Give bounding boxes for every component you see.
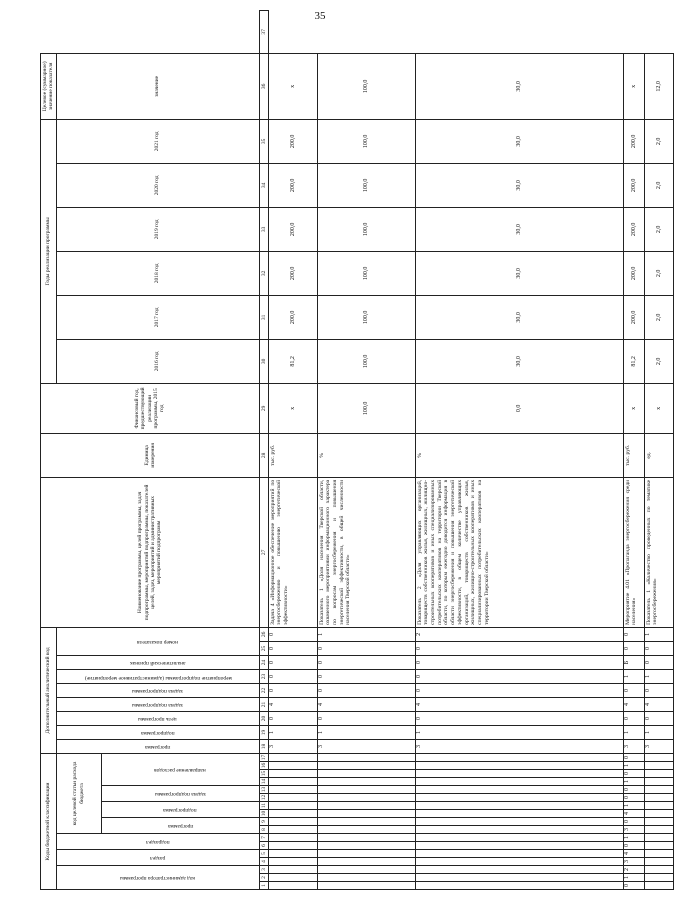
budget-code-digit: 4 xyxy=(623,850,644,858)
budget-code-digit xyxy=(317,842,415,850)
row-target-value: х xyxy=(268,53,317,119)
column-number: 1 xyxy=(259,882,268,890)
row-base-value: 100,0 xyxy=(317,383,415,433)
row-name: Показатель 1 «Доля населения Тверской области, охваченного мероприятиями информационного характера по вопросам энергосбережения и повышения энергетической эффективности, в общей численности населения Тверской области» xyxy=(317,477,415,627)
program-kbk-header: программа xyxy=(167,822,193,829)
name-column-header: Наименование программы, целей программы, задач подпрограммы, мероприятий подпрограммы, показателей целей, задач, мероприятий и административных мероприятий подпрограмм xyxy=(41,477,260,627)
budget-code-digit xyxy=(268,842,317,850)
row-year-value: 81,2 xyxy=(623,339,644,383)
budget-code-digit: 3 xyxy=(623,826,644,834)
row-year-value: 2,0 xyxy=(644,207,673,251)
event-add-header: мероприятие подпрограммы (административное мероприятие) xyxy=(84,674,232,681)
row-year-value: 200,0 xyxy=(268,119,317,163)
row-base-value: 0,0 xyxy=(415,383,623,433)
budget-code-digit xyxy=(644,850,673,858)
budget-code-digit xyxy=(415,786,623,794)
admin-code-header: код администратора программы xyxy=(120,874,196,881)
budget-code-digit xyxy=(317,834,415,842)
row-name: Мероприятие 4.01 «Пропаганда энергосбережения среди населения» xyxy=(623,477,644,627)
budget-code-digit xyxy=(317,818,415,826)
column-number: 28 xyxy=(259,433,268,477)
analytic-code-digit: 1 xyxy=(415,725,623,739)
analytic-code-digit: 0 xyxy=(644,683,673,697)
budget-code-digit xyxy=(268,786,317,794)
budget-code-digit xyxy=(268,874,317,882)
column-number: 29 xyxy=(259,383,268,433)
analytic-code-digit: 1 xyxy=(268,725,317,739)
row-year-value: 30,0 xyxy=(415,339,623,383)
budget-code-digit: 1 xyxy=(623,834,644,842)
analytic-code-digit: 1 xyxy=(623,669,644,683)
analytic-code-digit: 0 xyxy=(623,627,644,641)
column-number: 5 xyxy=(259,850,268,858)
program-table xyxy=(40,10,674,890)
budget-code-digit xyxy=(415,753,623,761)
budget-code-digit xyxy=(317,850,415,858)
row-year-value: 2,0 xyxy=(644,251,673,295)
analytic-code-digit: 0 xyxy=(268,627,317,641)
row-year-value: 100,0 xyxy=(317,339,415,383)
column-number: 8 xyxy=(259,826,268,834)
analytic-code-digit: 0 xyxy=(268,669,317,683)
row-name: Показатель 2 «Доля управляющих организаций, товариществ собственников жилья, жилищных, жилищно-строительных кооперативов и иных специализированных потребительских кооперативов на территории Тверской области, по которым ежегодно доводится информация в области энергосбережения и повышения энергетической эффективности, в общем количестве управляющих организаций, товариществ собственников жилья, жилищных, жилищно-строительных кооперативов и иных специализированных потребительских кооперативов на территории Тверской области» xyxy=(415,477,623,627)
budget-code-digit: 0 xyxy=(623,794,644,802)
budget-code-digit xyxy=(268,850,317,858)
row-year-value: 2,0 xyxy=(644,163,673,207)
column-number: 11 xyxy=(260,802,267,809)
additional-code-header: Дополнительный аналитический код xyxy=(41,627,57,753)
budget-code-digit xyxy=(268,818,317,826)
budget-code-digit: 0 xyxy=(623,882,644,890)
budget-code-digit xyxy=(268,762,317,770)
row-year-value: 100,0 xyxy=(317,163,415,207)
row-base-value: х xyxy=(623,383,644,433)
budget-code-digit xyxy=(268,882,317,890)
budget-code-digit xyxy=(644,826,673,834)
budget-code-digit xyxy=(644,778,673,786)
budget-code-digit xyxy=(644,762,673,770)
row-year-value: 100,0 xyxy=(317,119,415,163)
column-number: 24 xyxy=(259,655,268,669)
row-target-value: 100,0 xyxy=(317,53,415,119)
base-year-header: Финансовый год, предшествующий реализации программы, 2015 год xyxy=(41,383,260,433)
budget-code-digit xyxy=(317,786,415,794)
page-number: 35 xyxy=(314,10,326,22)
budget-code-digit xyxy=(644,794,673,802)
budget-code-digit xyxy=(317,810,415,818)
budget-code-digit xyxy=(644,818,673,826)
budget-code-digit xyxy=(644,770,673,778)
table-row xyxy=(317,11,415,890)
row-unit: ед. xyxy=(644,433,673,477)
column-number: 37 xyxy=(259,11,268,54)
analytic-code-digit: 0 xyxy=(317,655,415,669)
years-header: Годы реализации программы xyxy=(41,119,57,383)
budget-code-digit xyxy=(644,834,673,842)
row-year-value: 30,0 xyxy=(415,251,623,295)
row-base-value: х xyxy=(268,383,317,433)
analytic-sign-header: аналитический признак xyxy=(129,659,186,666)
column-number: 15 xyxy=(260,770,267,777)
analytic-code-digit: 0 xyxy=(644,711,673,725)
row-target-value: х xyxy=(623,53,644,119)
column-number: 20 xyxy=(259,711,268,725)
budget-code-digit xyxy=(317,802,415,810)
row-year-value: 100,0 xyxy=(317,207,415,251)
analytic-code-digit: 4 xyxy=(268,697,317,711)
analytic-code-digit: 0 xyxy=(317,683,415,697)
budget-code-digit xyxy=(317,794,415,802)
column-number: 34 xyxy=(259,163,268,207)
budget-code-digit: 2 xyxy=(623,866,644,874)
budget-code-digit xyxy=(317,874,415,882)
budget-code-digit xyxy=(415,770,623,778)
budget-code-digit xyxy=(415,762,623,770)
analytic-code-digit: 0 xyxy=(644,655,673,669)
row-target-value: 12,0 xyxy=(644,53,673,119)
row-year-value: 100,0 xyxy=(317,295,415,339)
budget-code-digit xyxy=(268,810,317,818)
row-year-value: 30,0 xyxy=(415,207,623,251)
column-number: 7 xyxy=(259,834,268,842)
row-year-value: 30,0 xyxy=(415,119,623,163)
analytic-code-digit: 3 xyxy=(317,739,415,753)
analytic-code-digit: 0 xyxy=(415,655,623,669)
budget-code-digit xyxy=(415,842,623,850)
budget-code-digit xyxy=(644,753,673,761)
budget-code-digit xyxy=(317,770,415,778)
budget-code-digit xyxy=(415,834,623,842)
budget-code-digit: 1 xyxy=(623,778,644,786)
budget-code-digit xyxy=(644,874,673,882)
budget-code-digit xyxy=(268,858,317,866)
analytic-code-digit: 0 xyxy=(268,641,317,655)
budget-code-digit: 1 xyxy=(623,874,644,882)
subprogram-add-header: подпрограмма xyxy=(140,729,175,736)
column-number: 16 xyxy=(260,762,267,769)
column-number: 6 xyxy=(259,842,268,850)
row-year-value: 200,0 xyxy=(268,251,317,295)
target-value-header: значение xyxy=(56,53,259,119)
analytic-code-digit: 3 xyxy=(415,739,623,753)
analytic-code-digit: 1 xyxy=(623,725,644,739)
budget-code-digit xyxy=(415,882,623,890)
analytic-code-digit: 0 xyxy=(415,711,623,725)
goal-add-header: цель программы xyxy=(138,715,177,722)
year-2017-header: 2017 год xyxy=(56,295,259,339)
budget-code-digit xyxy=(317,866,415,874)
budget-code-digit xyxy=(415,874,623,882)
analytic-code-digit: 0 xyxy=(623,683,644,697)
budget-code-digit xyxy=(415,850,623,858)
budget-code-digit xyxy=(268,826,317,834)
unit-column-header: Единица измерения xyxy=(41,433,260,477)
row-year-value: 200,0 xyxy=(623,251,644,295)
row-year-value: 81,2 xyxy=(268,339,317,383)
table-row xyxy=(623,11,644,890)
row-unit: тыс. руб. xyxy=(268,433,317,477)
task-kbk-header: задача подпрограммы xyxy=(154,790,206,797)
row-base-value: х xyxy=(644,383,673,433)
column-number: 3 xyxy=(259,866,268,874)
row-name: Показатель 1 «Количество проведенных по тематике энергосбережения» xyxy=(644,477,673,627)
budget-code-digit: 0 xyxy=(623,786,644,794)
analytic-code-digit: 0 xyxy=(317,711,415,725)
budget-code-digit xyxy=(415,810,623,818)
target-header: Целевое (суммарное) значение показателя xyxy=(41,53,57,119)
budget-code-digit xyxy=(317,778,415,786)
analytic-code-digit: 0 xyxy=(268,711,317,725)
column-number: 2 xyxy=(259,874,268,882)
year-2018-header: 2018 год xyxy=(56,251,259,295)
row-name: Задача 4 «Информационное обеспечение мероприятий по энергосбережению и повышению энергетической эффективности» xyxy=(268,477,317,627)
budget-code-digit: 1 xyxy=(623,762,644,770)
analytic-code-digit: 3 xyxy=(644,739,673,753)
analytic-code-digit: 1 xyxy=(644,725,673,739)
column-number: 23 xyxy=(259,669,268,683)
direction-kbk-header: направление расходов xyxy=(154,766,207,773)
budget-code-digit xyxy=(415,794,623,802)
column-number: 14 xyxy=(260,778,267,785)
year-2019-header: 2019 год xyxy=(56,207,259,251)
budget-code-digit xyxy=(644,858,673,866)
row-year-value: 200,0 xyxy=(268,207,317,251)
analytic-code-digit: 1 xyxy=(644,627,673,641)
row-year-value: 200,0 xyxy=(268,295,317,339)
kbk-header: код целевой статьи расхода бюджета xyxy=(56,753,101,833)
row-unit: % xyxy=(415,433,623,477)
budget-code-digit xyxy=(415,818,623,826)
budget-code-digit xyxy=(644,866,673,874)
row-target-value: 30,0 xyxy=(415,53,623,119)
analytic-code-digit: 0 xyxy=(415,683,623,697)
analytic-code-digit: 0 xyxy=(415,669,623,683)
table-row xyxy=(415,11,623,890)
analytic-code-digit: 3 xyxy=(623,739,644,753)
analytic-code-digit: 0 xyxy=(317,669,415,683)
task-add-header: задача подпрограммы xyxy=(132,701,184,708)
budget-code-digit xyxy=(268,778,317,786)
budget-code-digit: 3 xyxy=(623,858,644,866)
budget-classification-header: Коды бюджетной классификации xyxy=(41,753,57,889)
row-year-value: 200,0 xyxy=(623,163,644,207)
budget-code-digit xyxy=(415,778,623,786)
column-number: 32 xyxy=(259,251,268,295)
column-number: 9 xyxy=(259,818,268,826)
column-number: 13 xyxy=(260,786,267,793)
subprogram-kbk-header: подпрограмма xyxy=(163,806,197,813)
row-year-value: 30,0 xyxy=(415,295,623,339)
column-number: 22 xyxy=(259,683,268,697)
column-number: 21 xyxy=(259,697,268,711)
column-number: 31 xyxy=(259,295,268,339)
column-numbers-row xyxy=(259,11,268,890)
budget-code-digit: 0 xyxy=(623,753,644,761)
analytic-code-digit: 0 xyxy=(268,655,317,669)
column-number: 27 xyxy=(259,477,268,627)
budget-code-digit xyxy=(644,882,673,890)
budget-code-digit xyxy=(317,858,415,866)
column-number: 35 xyxy=(259,119,268,163)
budget-code-digit: 0 xyxy=(623,770,644,778)
column-number: 26 xyxy=(259,627,268,641)
year-2020-header: 2020 год xyxy=(56,163,259,207)
row-year-value: 200,0 xyxy=(623,295,644,339)
program-add-header: программа xyxy=(144,743,171,750)
analytic-code-digit: 4 xyxy=(623,697,644,711)
analytic-code-digit: 4 xyxy=(415,697,623,711)
column-number: 30 xyxy=(259,339,268,383)
row-year-value: 200,0 xyxy=(623,207,644,251)
analytic-code-digit: 1 xyxy=(317,725,415,739)
year-2016-header: 2016 год xyxy=(56,339,259,383)
budget-code-digit xyxy=(268,802,317,810)
subsection-header: подраздел xyxy=(145,838,170,845)
analytic-code-digit: 0 xyxy=(415,641,623,655)
row-year-value: 2,0 xyxy=(644,295,673,339)
analytic-code-digit: 2 xyxy=(415,627,623,641)
row-year-value: 30,0 xyxy=(415,163,623,207)
analytic-code-digit: Б xyxy=(623,655,644,669)
budget-code-digit xyxy=(317,762,415,770)
column-number: 19 xyxy=(259,725,268,739)
column-number: 18 xyxy=(259,739,268,753)
row-year-value: 100,0 xyxy=(317,251,415,295)
indicator-number-header: номер показателя xyxy=(137,638,179,645)
budget-code-digit xyxy=(268,770,317,778)
analytic-code-digit: 4 xyxy=(317,697,415,711)
program-table-sheet xyxy=(40,10,662,890)
table-row xyxy=(268,11,317,890)
budget-code-digit xyxy=(317,753,415,761)
table-row xyxy=(644,11,673,890)
analytic-code-digit: 0 xyxy=(623,641,644,655)
budget-code-digit xyxy=(415,866,623,874)
column-number: 12 xyxy=(260,794,267,801)
budget-code-digit xyxy=(415,802,623,810)
budget-code-digit xyxy=(268,794,317,802)
budget-code-digit xyxy=(268,866,317,874)
analytic-code-digit: 0 xyxy=(317,641,415,655)
column-number: 25 xyxy=(259,641,268,655)
budget-code-digit xyxy=(644,842,673,850)
row-unit: тыс. руб. xyxy=(623,433,644,477)
budget-code-digit xyxy=(317,826,415,834)
budget-code-digit xyxy=(644,802,673,810)
section-header: раздел xyxy=(150,854,166,861)
row-unit: % xyxy=(317,433,415,477)
budget-code-digit xyxy=(415,826,623,834)
column-number: 4 xyxy=(259,858,268,866)
budget-code-digit xyxy=(268,834,317,842)
budget-code-digit xyxy=(644,786,673,794)
analytic-code-digit: 3 xyxy=(268,739,317,753)
column-number: 36 xyxy=(259,53,268,119)
budget-code-digit xyxy=(415,858,623,866)
budget-code-digit: 0 xyxy=(623,818,644,826)
analytic-code-digit: 1 xyxy=(317,627,415,641)
analytic-code-digit: 4 xyxy=(644,697,673,711)
column-number: 17 xyxy=(260,754,267,761)
analytic-code-digit: 0 xyxy=(623,711,644,725)
column-number: 10 xyxy=(260,810,267,817)
row-year-value: 200,0 xyxy=(268,163,317,207)
row-year-value: 200,0 xyxy=(623,119,644,163)
budget-code-digit: 4 xyxy=(623,810,644,818)
budget-code-digit xyxy=(317,882,415,890)
analytic-code-digit: 1 xyxy=(644,669,673,683)
column-number: 33 xyxy=(259,207,268,251)
budget-code-digit xyxy=(268,753,317,761)
budget-code-digit: 1 xyxy=(623,802,644,810)
analytic-code-digit: 0 xyxy=(644,641,673,655)
analytic-code-digit: 0 xyxy=(268,683,317,697)
year-2021-header: 2021 год xyxy=(56,119,259,163)
budget-code-digit: 0 xyxy=(623,842,644,850)
row-year-value: 2,0 xyxy=(644,339,673,383)
task-add-header-2: задача подпрограммы xyxy=(132,687,184,694)
budget-code-digit xyxy=(644,810,673,818)
row-year-value: 2,0 xyxy=(644,119,673,163)
